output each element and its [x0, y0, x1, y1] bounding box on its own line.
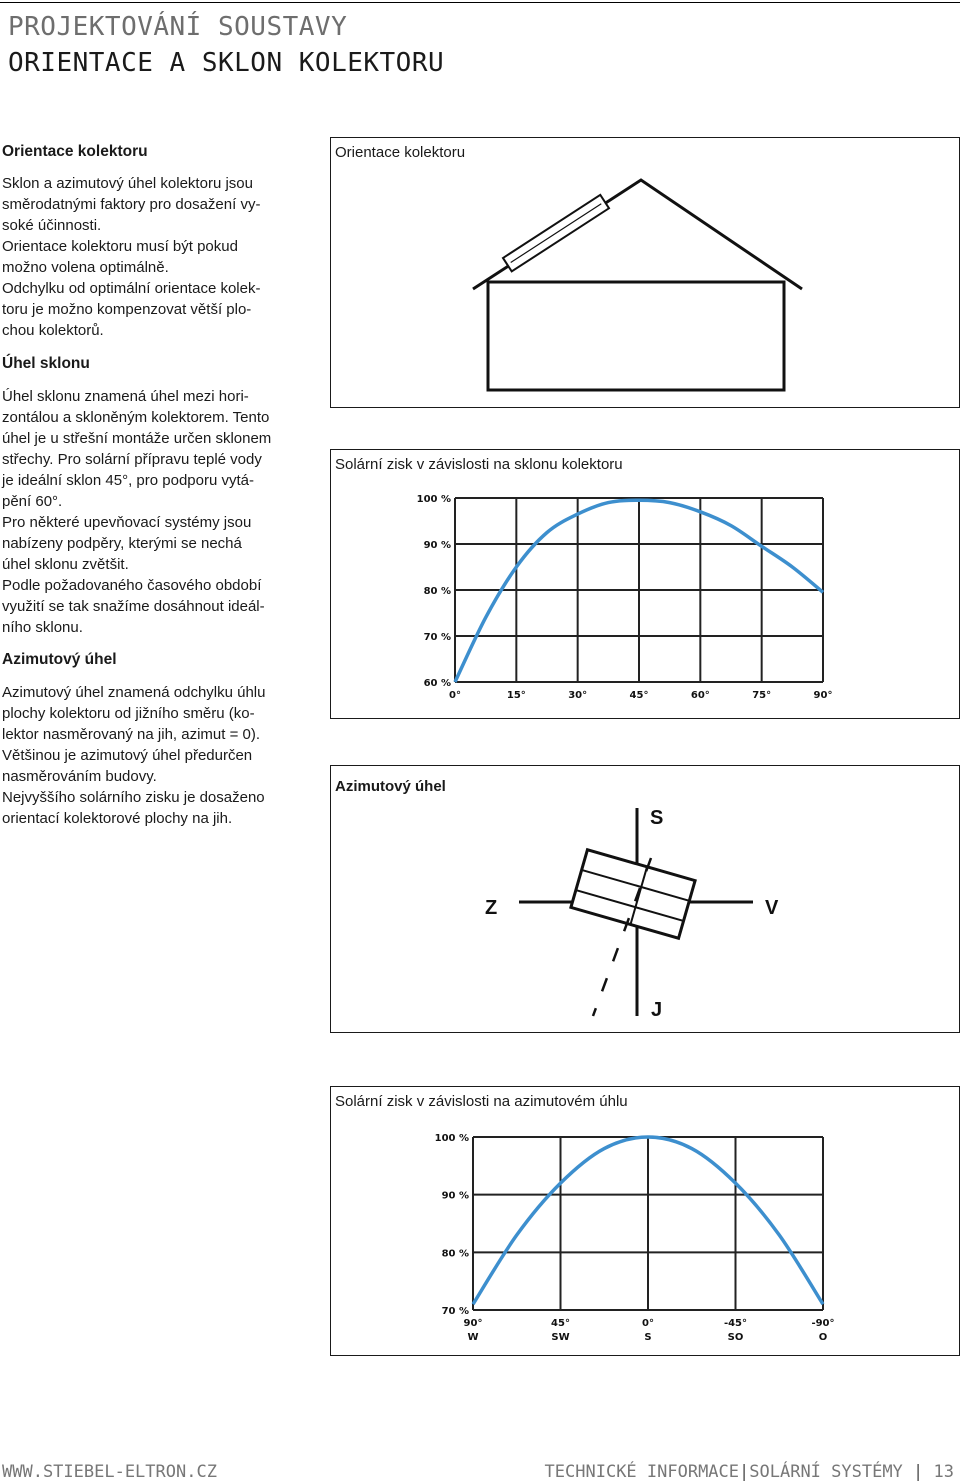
x-tick-label: -90°: [811, 1318, 835, 1329]
para-line: ního sklonu.: [2, 619, 83, 636]
para-line: toru je možno kompenzovat větší plo-: [2, 301, 252, 318]
para-line: soké účinnosti.: [2, 217, 102, 234]
chart-title: Solární zisk v závislosti na azimutovém úhlu: [335, 1093, 628, 1110]
east-label: V: [765, 897, 779, 919]
azimuth-diagram: [331, 766, 958, 1031]
collector-top-view: [571, 850, 695, 939]
para-line: lektor nasměrovaný na jih, azimut = 0).: [2, 726, 261, 743]
para-line: nasměrováním budovy.: [2, 768, 157, 785]
y-tick-label: 70 %: [441, 1306, 469, 1317]
para-line: pění 60°.: [2, 493, 63, 510]
x-tick-label: 60°: [690, 690, 710, 701]
footer-section-a: TECHNICKÉ INFORMACE: [544, 1462, 740, 1482]
para-line: Pro některé upevňovací systémy jsou: [2, 514, 252, 531]
top-rule: [0, 2, 960, 3]
x-tick-label: -45°: [723, 1318, 748, 1329]
tilt-chart: [331, 450, 958, 717]
x-direction-label: O: [818, 1332, 828, 1343]
para-line: směrodatnými faktory pro dosažení vy-: [2, 196, 261, 213]
azimuth-chart: [331, 1087, 958, 1354]
x-tick-label: 45°: [551, 1318, 570, 1329]
figure-azimutovy-uhel: [330, 765, 960, 1033]
para-line: využití se tak snažíme dosáhnout ideál-: [2, 598, 265, 615]
para-line: Většinou je azimutový úhel předurčen: [2, 747, 253, 764]
x-tick-label: 90°: [463, 1318, 483, 1329]
y-tick-label: 80 %: [423, 586, 451, 597]
south-label: J: [651, 999, 663, 1021]
para-line: zontálou a skloněným kolektorem. Tento: [2, 409, 270, 426]
house-diagram: [331, 138, 958, 406]
footer-section-b: SOLÁRNÍ SYSTÉMY: [749, 1462, 903, 1482]
header-page-title: ORIENTACE A SKLON KOLEKTORU: [8, 48, 445, 78]
north-label: S: [650, 807, 664, 829]
collector-panel: [503, 195, 609, 272]
x-tick-label: 90°: [813, 690, 833, 701]
x-direction-label: SO: [727, 1332, 744, 1343]
footer-website: WWW.STIEBEL-ELTRON.CZ: [2, 1462, 217, 1482]
para-line: orientací kolektorové plochy na jih.: [2, 810, 233, 827]
para-line: Podle požadovaného časového období: [2, 577, 262, 594]
para-line: Azimutový úhel znamená odchylku úhlu: [2, 684, 266, 701]
x-tick-label: 45°: [629, 690, 649, 701]
y-tick-label: 60 %: [423, 678, 451, 689]
page-number: 13: [933, 1462, 954, 1482]
x-direction-label: S: [644, 1332, 652, 1343]
x-tick-label: 15°: [506, 690, 526, 701]
x-tick-label: 30°: [568, 690, 588, 701]
heading-azimutovy-uhel: Azimutový úhel: [2, 651, 117, 668]
y-tick-label: 100 %: [416, 494, 451, 505]
figure-title: Azimutový úhel: [335, 778, 446, 795]
roof: [473, 180, 802, 289]
para-line: úhel sklonu zvětšit.: [2, 556, 129, 573]
left-text-column: [2, 141, 314, 829]
figure-orientace-kolektoru: [330, 137, 960, 408]
x-direction-label: W: [467, 1332, 479, 1343]
y-tick-label: 100 %: [434, 1133, 469, 1144]
figure-zisk-sklon: [330, 449, 960, 719]
chart-title: Solární zisk v závislosti na sklonu kolektoru: [335, 456, 623, 473]
y-tick-label: 80 %: [441, 1248, 469, 1260]
figure-zisk-azimut: [330, 1086, 960, 1356]
x-tick-label: 0°: [642, 1318, 654, 1329]
y-tick-label: 90 %: [441, 1190, 469, 1202]
para-line: úhel je u střešní montáže určen sklonem: [2, 430, 272, 447]
x-tick-label: 0°: [449, 690, 461, 701]
west-label: Z: [485, 897, 498, 919]
heading-orientace: Orientace kolektoru: [2, 143, 148, 160]
para-line: možno volena optimálně.: [2, 259, 169, 276]
x-direction-label: SW: [551, 1332, 570, 1343]
footer-section: TECHNICKÉ INFORMACE|SOLÁRNÍ SYSTÉMY | 13: [544, 1462, 954, 1482]
para-line: Úhel sklonu znamená úhel mezi hori-: [2, 388, 249, 405]
para-line: nabízeny podpěry, kterými se nechá: [2, 535, 242, 552]
para-line: střechy. Pro solární přípravu teplé vody: [2, 451, 262, 468]
para-line: Odchylku od optimální orientace kolek-: [2, 280, 261, 297]
house-walls: [488, 282, 784, 390]
para-line: chou kolektorů.: [2, 322, 104, 339]
para-line: Sklon a azimutový úhel kolektoru jsou: [2, 175, 253, 192]
para-line: plochy kolektoru od jižního směru (ko-: [2, 705, 255, 722]
y-tick-label: 70 %: [423, 632, 451, 643]
header-section-title: PROJEKTOVÁNÍ SOUSTAVY: [8, 12, 348, 42]
heading-uhel-sklonu: Úhel sklonu: [2, 355, 90, 372]
y-tick-label: 90 %: [423, 540, 451, 551]
para-line: je ideální sklon 45°, pro podporu vytá-: [2, 472, 254, 489]
para-line: Nejvyššího solárního zisku je dosaženo: [2, 789, 265, 806]
x-tick-label: 75°: [752, 690, 772, 701]
figure-title: Orientace kolektoru: [335, 144, 466, 161]
para-line: Orientace kolektoru musí být pokud: [2, 238, 238, 255]
